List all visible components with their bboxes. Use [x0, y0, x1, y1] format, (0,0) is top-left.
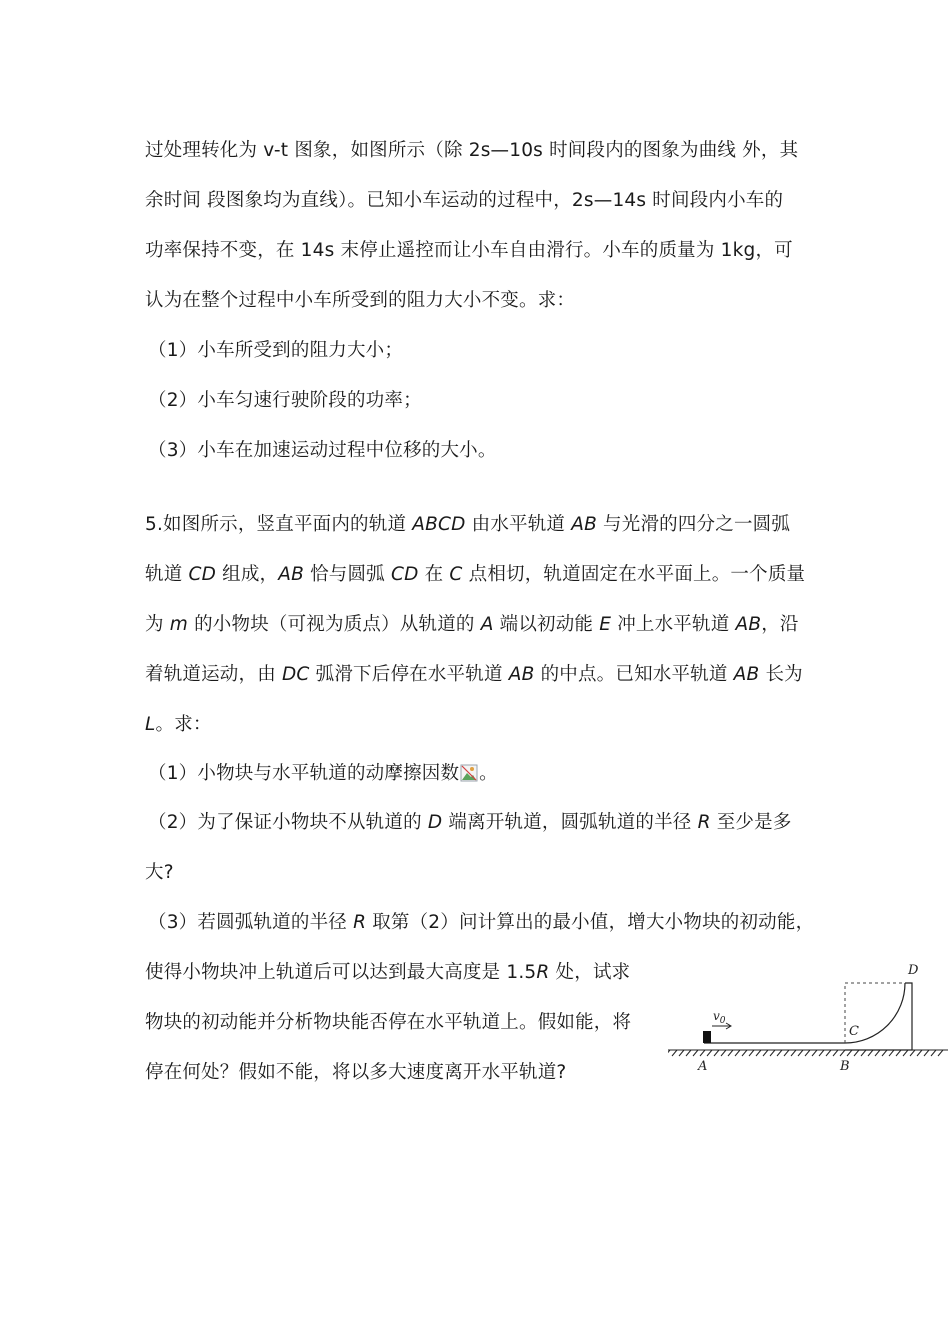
hatch-mark [714, 1050, 719, 1056]
hatch-mark [896, 1050, 901, 1056]
label-b: B [840, 1059, 850, 1074]
hatch-mark [917, 1050, 922, 1056]
hatch-mark [882, 1050, 887, 1056]
hatch-mark [805, 1050, 810, 1056]
hatch-mark [721, 1050, 726, 1056]
hatch-mark [668, 1050, 670, 1056]
hatch-mark [875, 1050, 880, 1056]
p4-line-4: 认为在整个过程中小车所受到的阻力大小不变。求： [145, 290, 576, 311]
hatch-mark [679, 1050, 684, 1056]
p4-line-2: 余时间 段图象均为直线）。已知小车运动的过程中，2s—14s 时间段内小车的 [145, 190, 784, 211]
p4-question-1: （1）小车所受到的阻力大小； [148, 340, 404, 361]
p4-line-1: 过处理转化为 v-t 图象，如图所示（除 2s—10s 时间段内的图象为曲线 外，其 [145, 140, 799, 161]
hatch-mark [924, 1050, 929, 1056]
hatch-mark [889, 1050, 894, 1056]
p5-question-1: （1）小物块与水平轨道的动摩擦因数 。 [148, 763, 498, 784]
outer-wall [845, 983, 912, 1050]
p4-question-2: （2）小车匀速行驶阶段的功率； [148, 390, 422, 411]
hatch-mark [861, 1050, 866, 1056]
hatch-mark [938, 1050, 943, 1056]
hatch-mark [910, 1050, 915, 1056]
hatch-mark [686, 1050, 691, 1056]
broken-image-icon [460, 764, 478, 782]
hatch-mark [812, 1050, 817, 1056]
p4-question-3: （3）小车在加速运动过程中位移的大小。 [148, 440, 497, 461]
hatch-mark [784, 1050, 789, 1056]
hatch-mark [742, 1050, 747, 1056]
p5-question-2-a: （2）为了保证小物块不从轨道的 D 端离开轨道，圆弧轨道的半径 R 至少是多 [148, 812, 792, 833]
p5-question-2-b: 大? [145, 862, 174, 883]
p5-line-4: 着轨道运动，由 DC 弧滑下后停在水平轨道 AB 的中点。已知水平轨道 AB 长为 [145, 664, 803, 685]
hatch-mark [700, 1050, 705, 1056]
hatch-mark [791, 1050, 796, 1056]
hatch-mark [707, 1050, 712, 1056]
track-diagram [668, 958, 950, 1078]
hatch-mark [735, 1050, 740, 1056]
hatch-mark [777, 1050, 782, 1056]
label-c: C [849, 1024, 859, 1039]
hatch-mark [903, 1050, 908, 1056]
p5-question-3-a: （3）若圆弧轨道的半径 R 取第（2）问计算出的最小值，增大小物块的初动能， [148, 912, 815, 933]
hatch-mark [819, 1050, 824, 1056]
p5-line-3: 为 m 的小物块（可视为质点）从轨道的 A 端以初动能 E 冲上水平轨道 AB，沿 [145, 614, 799, 635]
p5-question-3-b: 使得小物块冲上轨道后可以达到最大高度是 1.5R 处，试求 [145, 962, 631, 983]
hatch-mark [770, 1050, 775, 1056]
ground [668, 1050, 948, 1056]
hatch-mark [833, 1050, 838, 1056]
p5-question-3-c: 物块的初动能并分析物块能否停在水平轨道上。假如能，将 [145, 1012, 632, 1033]
label-a: A [698, 1059, 708, 1074]
label-d: D [908, 963, 919, 978]
p5-line-1: 5.如图所示，竖直平面内的轨道 ABCD 由水平轨道 AB 与光滑的四分之一圆弧 [145, 514, 791, 535]
hatch-mark [693, 1050, 698, 1056]
hatch-mark [756, 1050, 761, 1056]
p5-question-3-d: 停在何处？假如不能，将以多大速度离开水平轨道? [145, 1062, 567, 1083]
hatch-mark [826, 1050, 831, 1056]
block [703, 1031, 711, 1043]
hatch-mark [763, 1050, 768, 1056]
p5-line-5: L。求： [145, 714, 212, 735]
p4-line-3: 功率保持不变，在 14s 末停止遥控而让小车自由滑行。小车的质量为 1kg，可 [145, 240, 793, 261]
p5-line-2: 轨道 CD 组成，AB 恰与圆弧 CD 在 C 点相切，轨道固定在水平面上。一个质量 [145, 564, 806, 585]
hatch-mark [798, 1050, 803, 1056]
hatch-mark [749, 1050, 754, 1056]
hatch-mark [672, 1050, 677, 1056]
hatch-mark [840, 1050, 845, 1056]
hatch-mark [728, 1050, 733, 1056]
hatch-mark [854, 1050, 859, 1056]
label-v0: $v_0$ [713, 1009, 726, 1026]
hatch-mark [847, 1050, 852, 1056]
hatch-mark [868, 1050, 873, 1056]
hatch-mark [931, 1050, 936, 1056]
